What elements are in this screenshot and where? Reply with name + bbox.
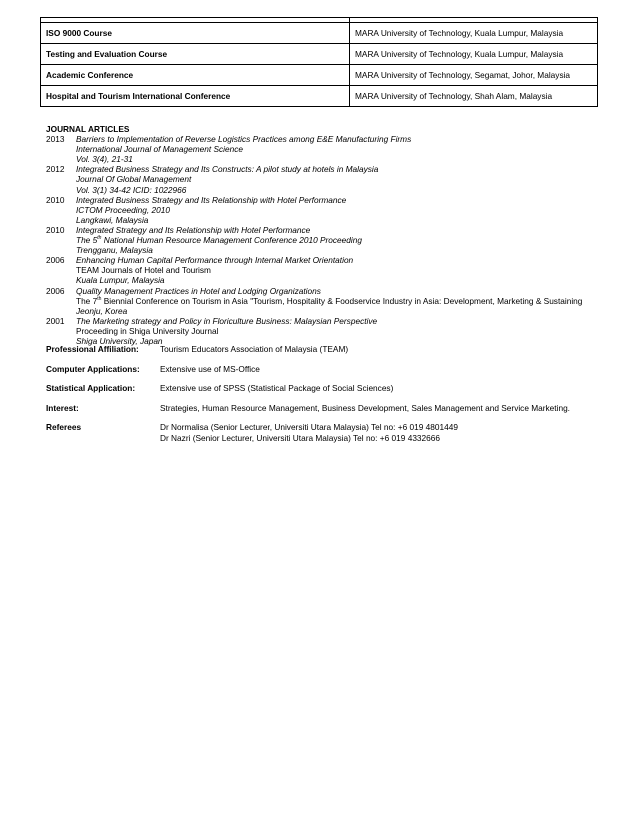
field-label: Referees bbox=[46, 422, 82, 432]
entry-year: 2012 bbox=[46, 164, 65, 175]
entry-year: 2013 bbox=[46, 134, 65, 145]
field-label: Interest: bbox=[46, 402, 79, 413]
computer-applications-row bbox=[46, 364, 606, 375]
entry-year: 2010 bbox=[46, 224, 65, 235]
entry-title: Enhancing Human Capital Performance through Internal Market Orientation bbox=[76, 255, 354, 266]
entry-title: Integrated Strategy and Its Relationship with Hotel Performance bbox=[76, 224, 311, 235]
entry-source: Journal Of Global Management bbox=[76, 174, 192, 185]
course-name: Hospital and Tourism International Conference bbox=[41, 86, 350, 107]
entry-source: The 7th Biennial Conference on Tourism in Asia "Tourism, Hospitality & Foodservice Industry in Asia: Development, Marketing & Sustaining bbox=[76, 295, 583, 306]
field-value: Strategies, Human Resource Management, Business Development, Sales Management and Service Marketing. bbox=[160, 402, 570, 413]
entry-title: Barriers to Implementation of Reverse Logistics Practices among E&E Manufacturing Firms bbox=[76, 134, 412, 145]
entry-year: 2006 bbox=[46, 255, 65, 266]
entry-title: The Marketing strategy and Policy in Floriculture Business: Malaysian Perspective bbox=[76, 315, 378, 326]
referee-2: Dr Nazri (Senior Lecturer, Universiti Utara Malaysia) Tel no: +6 019 4332666 bbox=[160, 432, 440, 443]
referee-1: Dr Normalisa (Senior Lecturer, Universiti Utara Malaysia) Tel no: +6 019 4801449 bbox=[160, 422, 458, 432]
course-name: Testing and Evaluation Course bbox=[41, 44, 350, 65]
courses-table bbox=[40, 17, 598, 107]
entry-title: Integrated Business Strategy and Its Relationship with Hotel Performance bbox=[76, 194, 347, 205]
entry-year: 2001 bbox=[46, 315, 65, 326]
field-value: Extensive use of MS-Office bbox=[160, 363, 260, 374]
entry-source: Proceeding in Shiga University Journal bbox=[76, 325, 219, 336]
journal-entry bbox=[46, 286, 606, 316]
field-value: Tourism Educators Association of Malaysia (TEAM) bbox=[160, 344, 349, 354]
entry-source: International Journal of Management Science bbox=[76, 144, 243, 155]
journal-entry bbox=[46, 195, 606, 225]
entry-title: Integrated Business Strategy and Its Constructs: A pilot study at hotels in Malaysia bbox=[76, 164, 379, 175]
statistical-application-row bbox=[46, 383, 606, 394]
entry-detail: Jeonju, Korea bbox=[76, 305, 128, 316]
course-name: ISO 9000 Course bbox=[41, 23, 350, 44]
course-name: Academic Conference bbox=[41, 65, 350, 86]
field-label: Professional Affiliation: bbox=[46, 344, 139, 354]
table-row bbox=[41, 44, 598, 65]
field-label: Statistical Application: bbox=[46, 383, 136, 393]
entry-detail: Shiga University, Japan bbox=[76, 335, 163, 346]
entry-detail: Kuala Lumpur, Malaysia bbox=[76, 275, 165, 286]
journal-entry bbox=[46, 316, 606, 346]
entry-year: 2010 bbox=[46, 194, 65, 205]
personal-info-section bbox=[46, 344, 606, 452]
field-value: Extensive use of SPSS (Statistical Package of Social Sciences) bbox=[160, 383, 394, 393]
course-location: MARA University of Technology, Segamat, Johor, Malaysia bbox=[350, 65, 598, 86]
journal-entry bbox=[46, 255, 606, 285]
journal-entry bbox=[46, 134, 606, 164]
table-row bbox=[41, 65, 598, 86]
entry-source: The 5th National Human Resource Management Conference 2010 Proceeding bbox=[76, 235, 362, 246]
entry-detail: Vol. 3(4), 21-31 bbox=[76, 154, 133, 165]
entry-source: ICTOM Proceeding, 2010 bbox=[76, 204, 170, 215]
field-value bbox=[160, 422, 606, 443]
interest-row bbox=[46, 403, 606, 414]
journal-entry bbox=[46, 164, 606, 194]
table-row bbox=[41, 23, 598, 44]
entry-title: Quality Management Practices in Hotel and Lodging Organizations bbox=[76, 285, 321, 296]
journal-entry bbox=[46, 225, 606, 255]
course-location: MARA University of Technology, Shah Alam, Malaysia bbox=[350, 86, 598, 107]
course-location: MARA University of Technology, Kuala Lumpur, Malaysia bbox=[350, 23, 598, 44]
entry-source: TEAM Journals of Hotel and Tourism bbox=[76, 265, 211, 276]
affiliation-row bbox=[46, 344, 606, 355]
course-location: MARA University of Technology, Kuala Lumpur, Malaysia bbox=[350, 44, 598, 65]
entry-year: 2006 bbox=[46, 285, 65, 296]
section-title: JOURNAL ARTICLES bbox=[46, 124, 130, 134]
journal-articles-section bbox=[46, 124, 606, 346]
table-row bbox=[41, 86, 598, 107]
entry-detail: Trengganu, Malaysia bbox=[76, 245, 153, 256]
referees-row bbox=[46, 422, 606, 443]
field-label: Computer Applications: bbox=[46, 363, 140, 374]
entry-detail: Langkawi, Malaysia bbox=[76, 214, 149, 225]
entry-detail: Vol. 3(1) 34-42 ICID: 1022966 bbox=[76, 184, 187, 195]
